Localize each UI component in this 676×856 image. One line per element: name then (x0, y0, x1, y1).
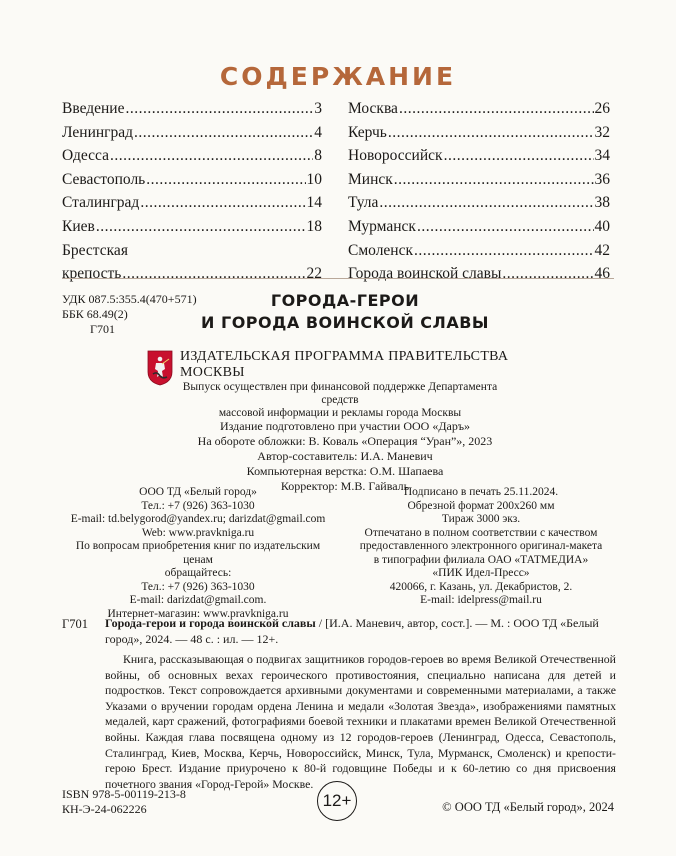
print-format: Обрезной формат 200х260 мм (407, 499, 555, 512)
toc-item-kiev[interactable]: Киев ..... 18 (62, 215, 322, 239)
bbk-code: ББК 68.49(2) (62, 307, 128, 321)
moscow-coat-of-arms-icon (147, 350, 173, 386)
publisher-shop[interactable]: Интернет-магазин: www.pravkniga.ru (107, 607, 289, 620)
book-title (130, 290, 560, 334)
isbn-block (62, 787, 186, 817)
toc-left-column (62, 97, 322, 286)
print-email[interactable]: E-mail: idelpress@mail.ru (420, 594, 542, 606)
print-run: Тираж 3000 экз. (441, 513, 521, 525)
print-line5: предоставленного электронного оригинал-макета (359, 540, 603, 552)
credit-corrector: Корректор: М.В. Гайваль (280, 479, 410, 493)
publisher-web[interactable]: Web: www.pravkniga.ru (141, 526, 255, 539)
catalog-id: Г701 (62, 617, 88, 631)
toc-item-vvedenie[interactable]: Введение ..... 3 (62, 97, 322, 121)
credit-author: Автор-составитель: И.А. Маневич (257, 449, 433, 463)
udk-code: УДК 087.5:355.4(470+571) (62, 292, 197, 306)
toc-item-novorossiysk[interactable]: Новороссийск ..... 34 (348, 144, 610, 168)
toc-item-odessa[interactable]: Одесса ..... 8 (62, 144, 322, 168)
credit-prepared: Издание подготовлено при участии ООО «Даръ» (219, 419, 471, 433)
book-title-line1: ГОРОДА-ГЕРОИ (270, 291, 420, 310)
copyright: © ООО ТД «Белый город», 2024 (442, 800, 614, 814)
abstract: Книга, рассказывающая о подвигах защитников городов-героев во время Великой Отечественной войны, об основных вехах героического противостояния, специально написана для детей и подростков. Текст сопровождается архивными документами и современными материалами, а также Указами о вручении городам ордена Ленина и медали «Золотая Звезда», изображениями памятных медалей, карт сражений, фотографиями боевой техники и плакатами времен Великой Отечественной войны. Каждая глава посвящена одному из 12 городов-героев (Ленинград, Одесса, Севастополь, Сталинград, Киев, Москва, Керчь, Новороссийск, Минск, Тула, Мурманск, Смоленск) и крепости-герою Брест. Издание приурочено к 80-й годовщине Победы и к 60-летию со дня присвоения почетного звания «Город-Герой» Москве. (105, 652, 616, 791)
publisher-info (62, 486, 334, 621)
toc-item-brest-line1[interactable]: Брестская (62, 241, 128, 259)
toc-item-stalingrad[interactable]: Сталинград ..... 14 (62, 191, 322, 215)
publisher-buy-line1: По вопросам приобретения книг по издательским ценам (75, 540, 321, 566)
toc-item-murmansk[interactable]: Мурманск ..... 40 (348, 215, 610, 239)
toc-item-leningrad[interactable]: Ленинград ..... 4 (62, 121, 322, 145)
isbn: ISBN 978-5-00119-213-8 (62, 787, 186, 801)
publisher-email2[interactable]: E-mail: darizdat@gmail.com. (129, 594, 267, 606)
toc-item-smolensk[interactable]: Смоленск ..... 42 (348, 239, 610, 263)
toc-item-brest[interactable]: крепость ..... 22 (62, 262, 322, 286)
toc-right-column (348, 97, 610, 286)
print-line7: «ПИК Идел-Пресс» (432, 567, 530, 579)
print-line4: Отпечатано в полном соответствии с качеством (364, 526, 598, 539)
print-line6: в типографии филиала ОАО «ТАТМЕДИА» (373, 553, 589, 566)
print-address: 420066, г. Казань, ул. Декабристов, 2. (389, 580, 573, 593)
kn-code: КН-Э-24-062226 (62, 802, 147, 816)
toc-item-minsk[interactable]: Минск ..... 36 (348, 168, 610, 192)
toc-item-sevastopol[interactable]: Севастополь ..... 10 (62, 168, 322, 192)
print-signed: Подписано в печать 25.11.2024. (403, 486, 559, 498)
toc-title: СОДЕРЖАНИЕ (219, 62, 457, 91)
publisher-buy-line2: обращайтесь: (164, 567, 232, 579)
government-program (180, 349, 540, 420)
book-title-line2: И ГОРОДА ВОИНСКОЙ СЛАВЫ (201, 313, 489, 332)
publisher-name: ООО ТД «Белый город» (139, 486, 257, 498)
toc-item-kerch[interactable]: Керчь ..... 32 (348, 121, 610, 145)
toc-item-moskva[interactable]: Москва ..... 26 (348, 97, 610, 121)
divider (62, 278, 614, 279)
credit-layout: Компьютерная верстка: О.М. Шапаева (246, 464, 444, 478)
toc-item-goroda-slavy[interactable]: Города воинской славы ..... 46 (348, 262, 610, 286)
publisher-email[interactable]: E-mail: td.belygorod@yandex.ru; darizdat@gmail.com (70, 513, 326, 525)
catalog-title: Города-герои и города воинской славы (105, 616, 316, 630)
catalog-record (105, 616, 615, 647)
program-name: ИЗДАТЕЛЬСКАЯ ПРОГРАММА ПРАВИТЕЛЬСТВА МОСКВЫ (180, 349, 509, 380)
publisher-tel2: Тел.: +7 (926) 363-1030 (141, 580, 255, 593)
credit-cover: На обороте обложки: В. Коваль «Операция “Уран”», 2023 (197, 434, 493, 448)
catalog-details: / [И.А. Маневич, автор, сост.]. — М. : ООО ТД «Белый город», 2024. — 48 с. : ил. — 12+. (105, 616, 599, 646)
publisher-tel: Тел.: +7 (926) 363-1030 (141, 499, 255, 512)
printing-info (345, 486, 617, 608)
age-rating-badge: 12+ (317, 781, 357, 821)
author-mark: Г701 (90, 322, 115, 336)
credits (130, 419, 560, 494)
program-support-line2: массовой информации и рекламы города Москвы (218, 407, 462, 419)
program-support-line1: Выпуск осуществлен при финансовой поддержке Департамента средств (182, 381, 498, 406)
toc-item-tula[interactable]: Тула ..... 38 (348, 191, 610, 215)
